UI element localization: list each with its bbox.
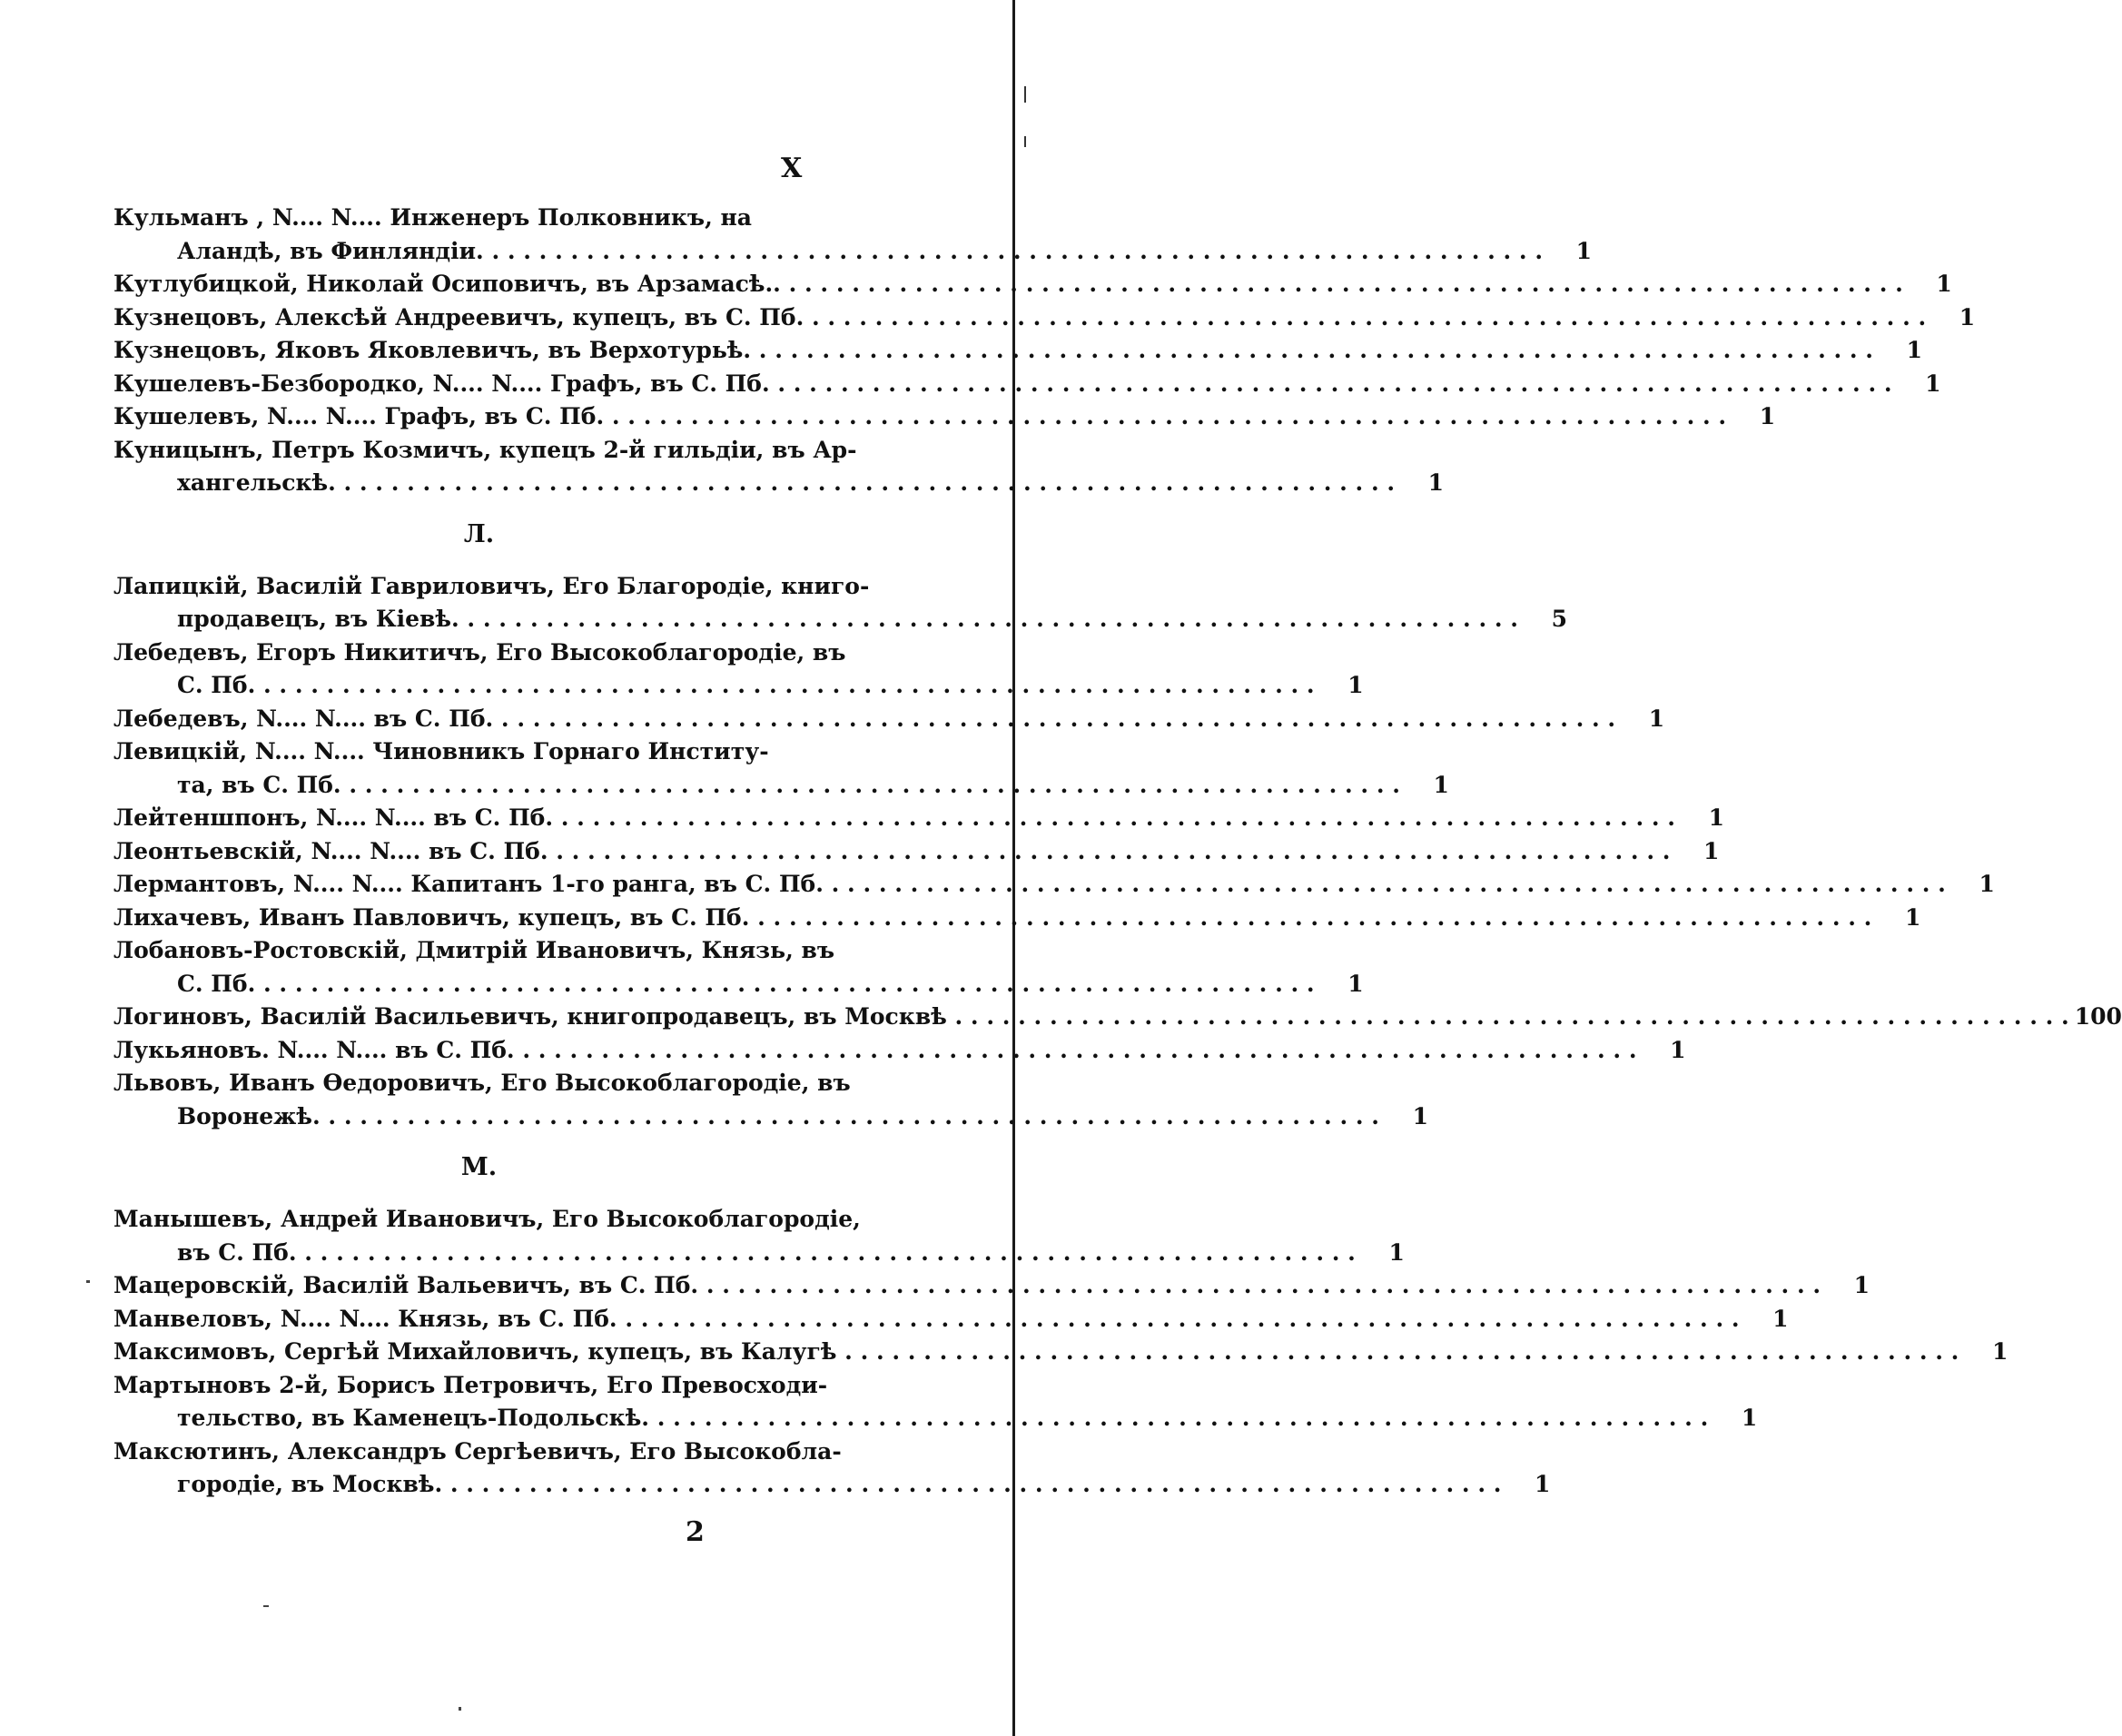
- subscriber-entry: [114, 1067, 1428, 1133]
- subscriber-name: Лебедевъ, Егоръ Никитичъ, Его Высокоблагородіе, въ: [114, 638, 846, 666]
- subscriber-name: Манышевъ, Андрей Ивановичъ, Его Высокоблагородіе,: [114, 1206, 861, 1232]
- subscriber-continuation: продавецъ, въ Кіевѣ. . . .: [114, 603, 1518, 636]
- copies-count: 1: [1853, 1272, 1870, 1298]
- subscriber-continuation: городіе, въ Москвѣ. . . .: [114, 1468, 1501, 1502]
- copies-count: 1: [1648, 705, 1665, 732]
- copies-count: 1: [1979, 871, 1995, 897]
- subscriber-continuation: Аландѣ, въ Финляндіи. . . .: [114, 235, 1543, 269]
- subscriber-entry: [114, 1336, 2008, 1369]
- copies-count: 1: [1904, 903, 1921, 931]
- subscriber-entry: [114, 202, 1593, 268]
- edge-mark: [1024, 86, 1026, 103]
- copies-count: 1: [1433, 771, 1449, 798]
- subscriber-name: Кушелевъ, N.... N.... Графъ, въ С. Пб.: [114, 403, 605, 429]
- entry-text: [114, 802, 1675, 835]
- copies-count: 1: [1347, 672, 1364, 698]
- copies-count: 1: [1772, 1305, 1789, 1332]
- subscriber-entry: [114, 868, 1995, 902]
- entry-text: [114, 1203, 1356, 1269]
- subscriber-name: Кульманъ , N.... N.... Инженеръ Полковникъ, на: [114, 204, 753, 231]
- entry-text: [114, 368, 1892, 401]
- entry-text: [114, 868, 1946, 902]
- entry-text: [114, 334, 1873, 368]
- subscriber-name: Логиновъ, Василій Васильевичъ, книгопродавецъ, въ Москвѣ: [114, 1003, 947, 1030]
- subscriber-name: Кушелевъ-Безбородко, N.... N.... Графъ, въ С. Пб.: [114, 370, 770, 397]
- subscriber-entry: [114, 301, 1976, 335]
- subscriber-entry: [114, 1203, 1405, 1269]
- entry-text: [114, 570, 1518, 636]
- copies-count: 1: [1759, 403, 1776, 429]
- copies-count: 1: [1575, 237, 1593, 264]
- entry-text: [114, 902, 1871, 935]
- subscriber-name: Максимовъ, Сергѣй Михайловичъ, купецъ, въ Калугѣ: [114, 1338, 837, 1365]
- entry-text: [114, 268, 1903, 301]
- copies-count: 1: [1906, 337, 1922, 363]
- subscriber-name: Лейтеншпонъ, N.... N.... въ С. Пб.: [114, 804, 554, 831]
- subscriber-name: Максютинъ, Александръ Сергѣевичъ, Его Высокобла-: [114, 1437, 842, 1465]
- entry-text: [114, 301, 1926, 335]
- entry-text: [114, 202, 1543, 268]
- entry-text: [114, 434, 1395, 500]
- copies-count: 1: [1388, 1238, 1405, 1266]
- subscriber-entry: [114, 368, 1941, 401]
- copies-count: 1: [1412, 1102, 1428, 1129]
- subscriber-entry: [114, 1034, 1686, 1068]
- subscriber-name: Лукьяновъ. N.... N.... въ С. Пб.: [114, 1036, 515, 1063]
- entry-text: [114, 835, 1670, 869]
- subscriber-continuation: та, въ С. Пб. . . .: [114, 769, 1400, 803]
- copies-count: 1: [1925, 370, 1941, 397]
- section-letter: Л.: [463, 519, 495, 548]
- entry-text: [114, 1435, 1501, 1502]
- print-speck: [459, 1707, 461, 1711]
- print-speck: [86, 1280, 90, 1283]
- subscriber-entry: [114, 400, 1776, 434]
- copies-count: 1: [1703, 837, 1720, 864]
- subscriber-entry: [114, 1369, 1758, 1435]
- entry-text: [114, 1067, 1379, 1133]
- subscriber-entry: [114, 636, 1364, 703]
- entry-text: [114, 1001, 2069, 1034]
- copies-count: 100: [2074, 1003, 2122, 1030]
- subscriber-entry: [114, 570, 1567, 636]
- entry-text: [114, 636, 1315, 703]
- subscriber-name: Лапицкій, Василій Гавриловичъ, Его Благородіе, книго-: [114, 572, 870, 599]
- copies-count: 5: [1551, 606, 1567, 632]
- entry-text: [114, 1336, 1959, 1369]
- subscriber-entry: [114, 934, 1364, 1001]
- subscriber-name: Мартыновъ 2-й, Борисъ Петровичъ, Его Превосходи-: [114, 1371, 828, 1398]
- copies-count: 1: [1708, 804, 1724, 831]
- subscriber-name: Мацеровскій, Василій Вальевичъ, въ С. Пб.: [114, 1272, 699, 1298]
- entry-text: [114, 735, 1400, 802]
- page-number: X: [781, 153, 803, 184]
- subscriber-continuation: С. Пб. . . .: [114, 669, 1315, 703]
- subscriber-entry: [114, 434, 1445, 500]
- subscriber-name: Кузнецовъ, Алексѣй Андреевичъ, купецъ, въ С. Пб.: [114, 303, 804, 330]
- copies-count: 1: [1670, 1036, 1686, 1063]
- copies-count: 1: [1741, 1405, 1758, 1431]
- entry-text: [114, 703, 1615, 736]
- section-letter: М.: [460, 1153, 498, 1181]
- subscriber-continuation: С. Пб. . . .: [114, 968, 1315, 1001]
- subscriber-name: Левицкій, N.... N.... Чиновникъ Горнаго Институ-: [114, 738, 769, 764]
- entry-text: [114, 1303, 1740, 1337]
- entry-text: [114, 934, 1315, 1001]
- entry-text: [114, 1369, 1708, 1435]
- subscriber-name: Кутлубицкой, Николай Осиповичъ, въ Арзамасѣ..: [114, 271, 781, 297]
- copies-count: 1: [1427, 469, 1445, 496]
- entry-text: [114, 1034, 1637, 1068]
- subscriber-name: Куницынъ, Петръ Козмичъ, купецъ 2-й гильдіи, въ Ар-: [114, 436, 857, 463]
- subscriber-list: [114, 202, 2122, 1502]
- subscriber-entry: [114, 334, 1922, 368]
- subscriber-name: Манвеловъ, N.... N.... Князь, въ С. Пб.: [114, 1305, 617, 1332]
- subscriber-name: Лермантовъ, N.... N.... Капитанъ 1-го ранга, въ С. Пб.: [114, 871, 824, 897]
- copies-count: 1: [1535, 1471, 1551, 1497]
- copies-count: 1: [1936, 271, 1952, 297]
- copies-count: 1: [1347, 970, 1364, 997]
- subscriber-entry: [114, 1303, 1789, 1337]
- copies-count: 1: [1991, 1338, 2008, 1365]
- subscriber-continuation: хангельскѣ. . . .: [114, 467, 1395, 500]
- print-speck: [263, 1605, 269, 1607]
- subscriber-entry: [114, 902, 1921, 935]
- subscriber-entry: [114, 268, 1952, 301]
- subscriber-name: Лобановъ-Ростовскій, Дмитрій Ивановичъ, Князь, въ: [114, 937, 835, 963]
- subscriber-entry: [114, 735, 1449, 802]
- subscriber-entry: [114, 835, 1720, 869]
- subscriber-entry: [114, 1001, 2122, 1034]
- subscriber-entry: [114, 703, 1665, 736]
- subscriber-name: Лебедевъ, N.... N.... въ С. Пб.: [114, 705, 494, 732]
- subscriber-entry: [114, 802, 1724, 835]
- subscriber-continuation: въ С. Пб. . . .: [114, 1237, 1356, 1270]
- copies-count: 1: [1959, 303, 1976, 330]
- entry-text: [114, 1269, 1821, 1303]
- subscriber-continuation: тельство, въ Каменецъ-Подольскѣ. . . .: [114, 1402, 1708, 1435]
- subscriber-entry: [114, 1269, 1870, 1303]
- subscriber-entry: [114, 1435, 1551, 1502]
- subscriber-name: Кузнецовъ, Яковъ Яковлевичъ, въ Верхотурьѣ.: [114, 337, 752, 363]
- subscriber-name: Лихачевъ, Иванъ Павловичъ, купецъ, въ С. Пб.: [114, 903, 750, 931]
- edge-mark: [1024, 136, 1026, 147]
- subscriber-name: Львовъ, Иванъ Ѳедоровичъ, Его Высокоблагородіе, въ: [114, 1070, 851, 1096]
- signature-mark: 2: [686, 1516, 705, 1548]
- entry-text: [114, 400, 1726, 434]
- subscriber-name: Леонтьевскій, N.... N.... въ С. Пб.: [114, 837, 548, 864]
- subscriber-continuation: Воронежѣ. . . .: [114, 1100, 1379, 1134]
